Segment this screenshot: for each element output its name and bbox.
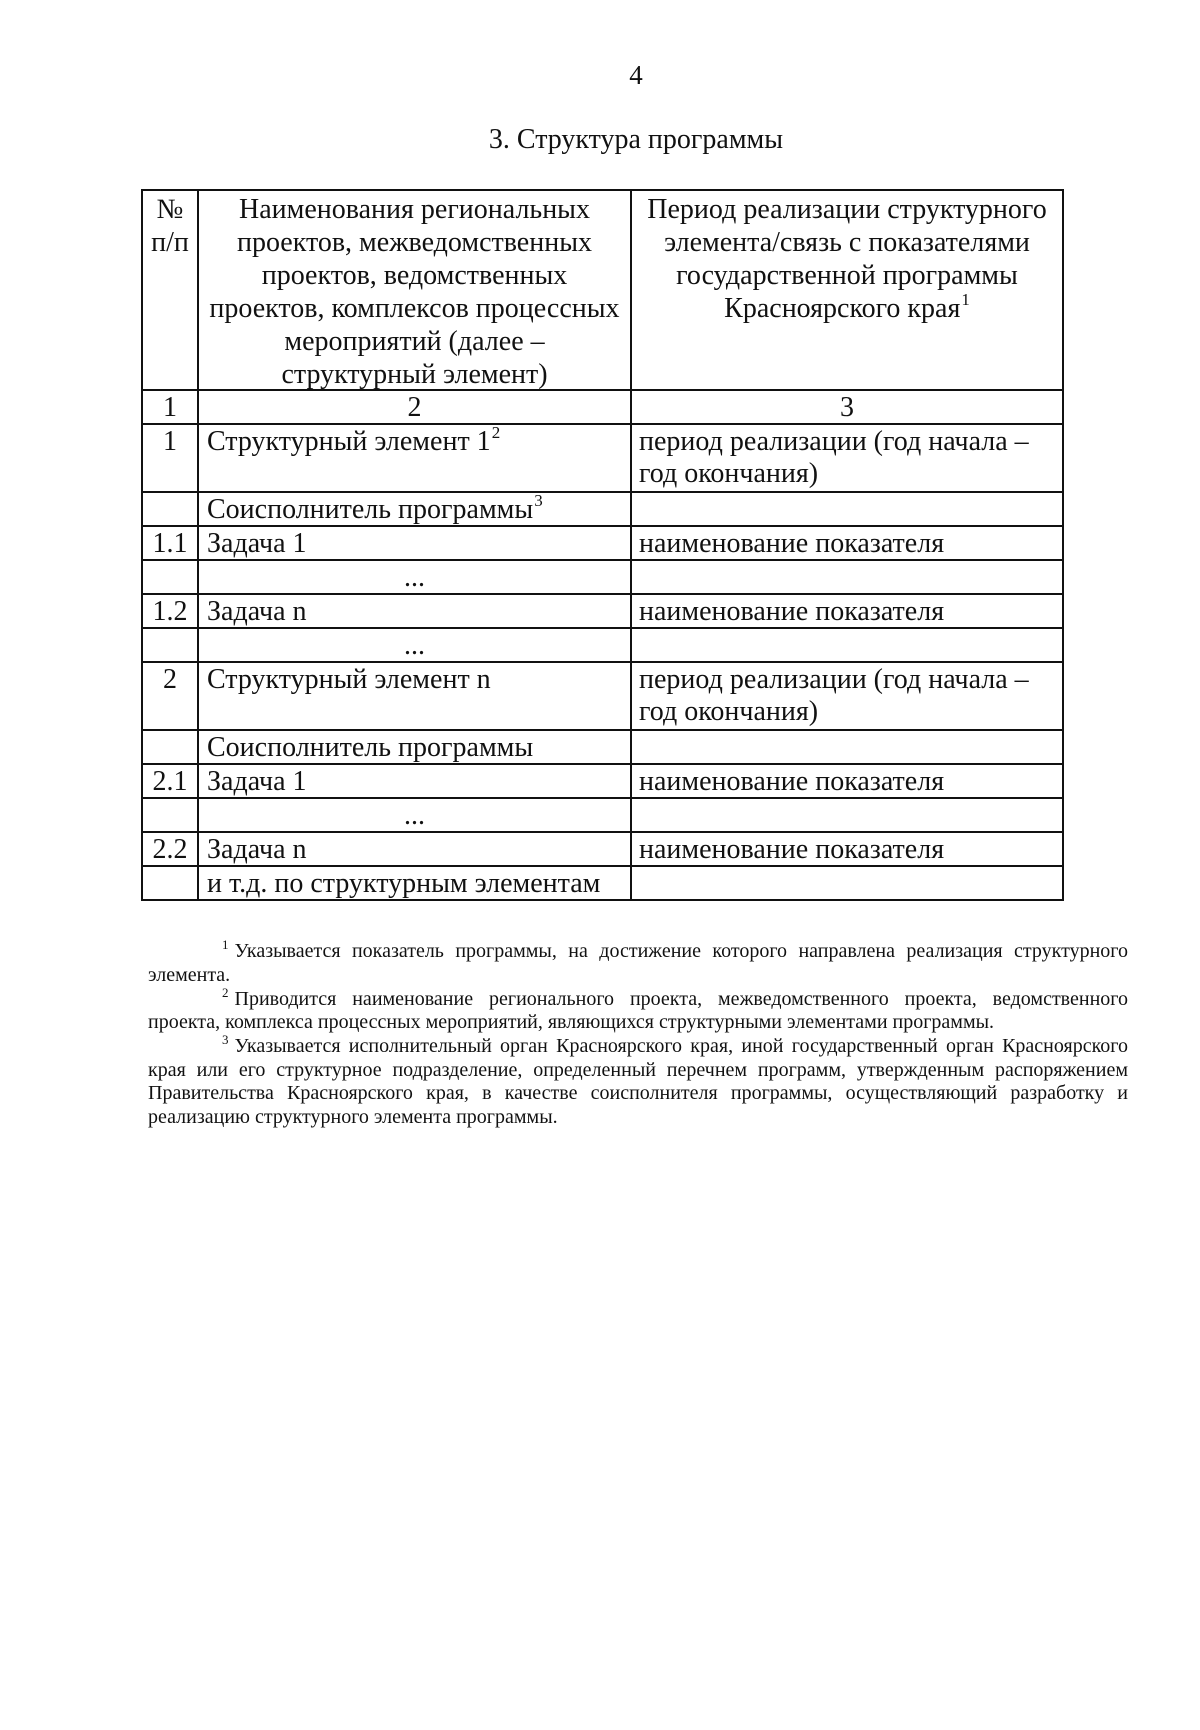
row8-period-cell	[632, 731, 1062, 763]
row2-name: Соисполнитель программы	[207, 494, 534, 525]
row1-name-cell	[199, 425, 630, 491]
row7-period-cell	[632, 663, 1062, 729]
column-number-1-cell	[143, 391, 197, 423]
row5-period-cell	[632, 595, 1062, 627]
row7-number-cell	[143, 663, 197, 729]
row8-name-cell	[199, 731, 630, 763]
row5-name: Задача n	[207, 596, 307, 627]
row12-name-cell	[199, 867, 630, 899]
row6-name-cell	[199, 629, 630, 661]
column-number-2: 2	[407, 392, 422, 423]
row10-name-cell	[199, 799, 630, 831]
row11-name: Задача n	[207, 834, 307, 865]
header-name-line: мероприятий (далее –	[284, 326, 545, 357]
row5-number: 1.2	[152, 596, 188, 627]
header-period-line-text: Красноярского края	[724, 293, 961, 324]
row3-name-cell	[199, 527, 630, 559]
row9-period-cell	[632, 765, 1062, 797]
row10-name: ...	[404, 800, 425, 831]
row3-number-cell	[143, 527, 197, 559]
section-title: 3. Структура программы	[488, 124, 784, 155]
footnote-2-mark: 2	[222, 984, 229, 1000]
row11-period-cell	[632, 833, 1062, 865]
row1-period: период реализации (год начала – год окончания)	[639, 426, 1029, 489]
row5-name-cell	[199, 595, 630, 627]
row9-number: 2.1	[152, 766, 188, 797]
row6-number-cell	[143, 629, 197, 661]
row6-period-cell	[632, 629, 1062, 661]
header-name-line: проектов, ведомственных	[261, 260, 568, 291]
header-period-line	[632, 292, 1062, 325]
footnote-3	[148, 1032, 1128, 1129]
row4-period-cell	[632, 561, 1062, 593]
row7-name-cell	[199, 663, 630, 729]
row9-number-cell	[143, 765, 197, 797]
header-name-line: структурный элемент)	[281, 359, 548, 390]
row4-name-cell	[199, 561, 630, 593]
row1-number-cell	[143, 425, 197, 491]
header-number-cell	[143, 191, 197, 389]
footnote-3-mark: 3	[222, 1032, 229, 1047]
row1-period-cell	[632, 425, 1062, 491]
header-period-line: Период реализации структурного	[647, 194, 1047, 225]
program-structure-table	[141, 189, 1064, 901]
row11-period: наименование показателя	[639, 834, 945, 865]
header-name-line: проектов, межведомственных	[236, 227, 593, 258]
row2-name-footnote-ref: 3	[534, 491, 543, 510]
row5-number-cell	[143, 595, 197, 627]
row9-period: наименование показателя	[639, 766, 945, 797]
row1-number: 1	[163, 426, 177, 457]
header-number-line: п/п	[151, 227, 189, 258]
row7-number: 2	[163, 664, 177, 695]
row12-period-cell	[632, 867, 1062, 899]
row7-period: период реализации (год начала – год окончания)	[639, 664, 1029, 727]
row8-number-cell	[143, 731, 197, 763]
row11-name-cell	[199, 833, 630, 865]
header-period-footnote-ref: 1	[961, 290, 970, 309]
row9-name: Задача 1	[207, 766, 307, 797]
column-number-3-cell	[632, 391, 1062, 423]
column-number-3: 3	[840, 392, 854, 423]
row1-name-footnote-ref: 2	[491, 423, 501, 442]
row9-name-cell	[199, 765, 630, 797]
row4-name: ...	[404, 562, 425, 593]
row2-period-cell	[632, 493, 1062, 525]
row3-period-cell	[632, 527, 1062, 559]
row12-name: и т.д. по структурным элементам	[207, 868, 601, 899]
footnote-1-mark: 1	[222, 937, 229, 952]
header-number-line: №	[156, 194, 184, 225]
row2-name-cell	[199, 493, 630, 525]
header-name-cell	[199, 191, 630, 389]
row2-number-cell	[143, 493, 197, 525]
header-name-line: проектов, комплексов процессных	[209, 293, 620, 324]
footnote-2-text: Приводится наименование регионального проекта, межведомственного проекта, ведомственного проекта, комплекса процессных мероприятий, являющихся структурными элементами программы.	[148, 987, 1128, 1033]
row10-number-cell	[143, 799, 197, 831]
footnote-3-text: Указывается исполнительный орган Красноярского края, иной государственный орган Красноярского края или его структурное подразделение, определенный перечнем программ, утвержденным распоряжением Правительства Красноярского края, в качестве соисполнителя программы, осуществляющий разработку и реализацию структурного элемента программы.	[148, 1035, 1128, 1128]
row11-number: 2.2	[152, 834, 188, 865]
row12-number-cell	[143, 867, 197, 899]
column-number-1: 1	[163, 392, 177, 423]
row10-period-cell	[632, 799, 1062, 831]
footnote-1	[148, 937, 1128, 987]
header-period-line: государственной программы	[676, 260, 1018, 291]
header-period-cell	[632, 191, 1062, 389]
row3-number: 1.1	[152, 528, 188, 559]
column-number-2-cell	[199, 391, 630, 423]
header-period-line: элемента/связь с показателями	[664, 227, 1030, 258]
row11-number-cell	[143, 833, 197, 865]
row6-name: ...	[404, 630, 425, 661]
row8-name: Соисполнитель программы	[207, 732, 534, 763]
page-number: 4	[629, 60, 643, 90]
row7-name: Структурный элемент n	[207, 664, 491, 695]
header-name-line: Наименования региональных	[239, 194, 590, 225]
row3-name: Задача 1	[207, 528, 307, 559]
row3-period: наименование показателя	[639, 528, 945, 559]
footnote-2	[148, 984, 1128, 1035]
footnotes	[148, 937, 1128, 1130]
footnote-1-text: Указывается показатель программы, на достижение которого направлена реализация структурного элемента.	[148, 940, 1128, 986]
row5-period: наименование показателя	[639, 596, 945, 627]
row4-number-cell	[143, 561, 197, 593]
row1-name: Структурный элемент 1	[207, 426, 491, 457]
